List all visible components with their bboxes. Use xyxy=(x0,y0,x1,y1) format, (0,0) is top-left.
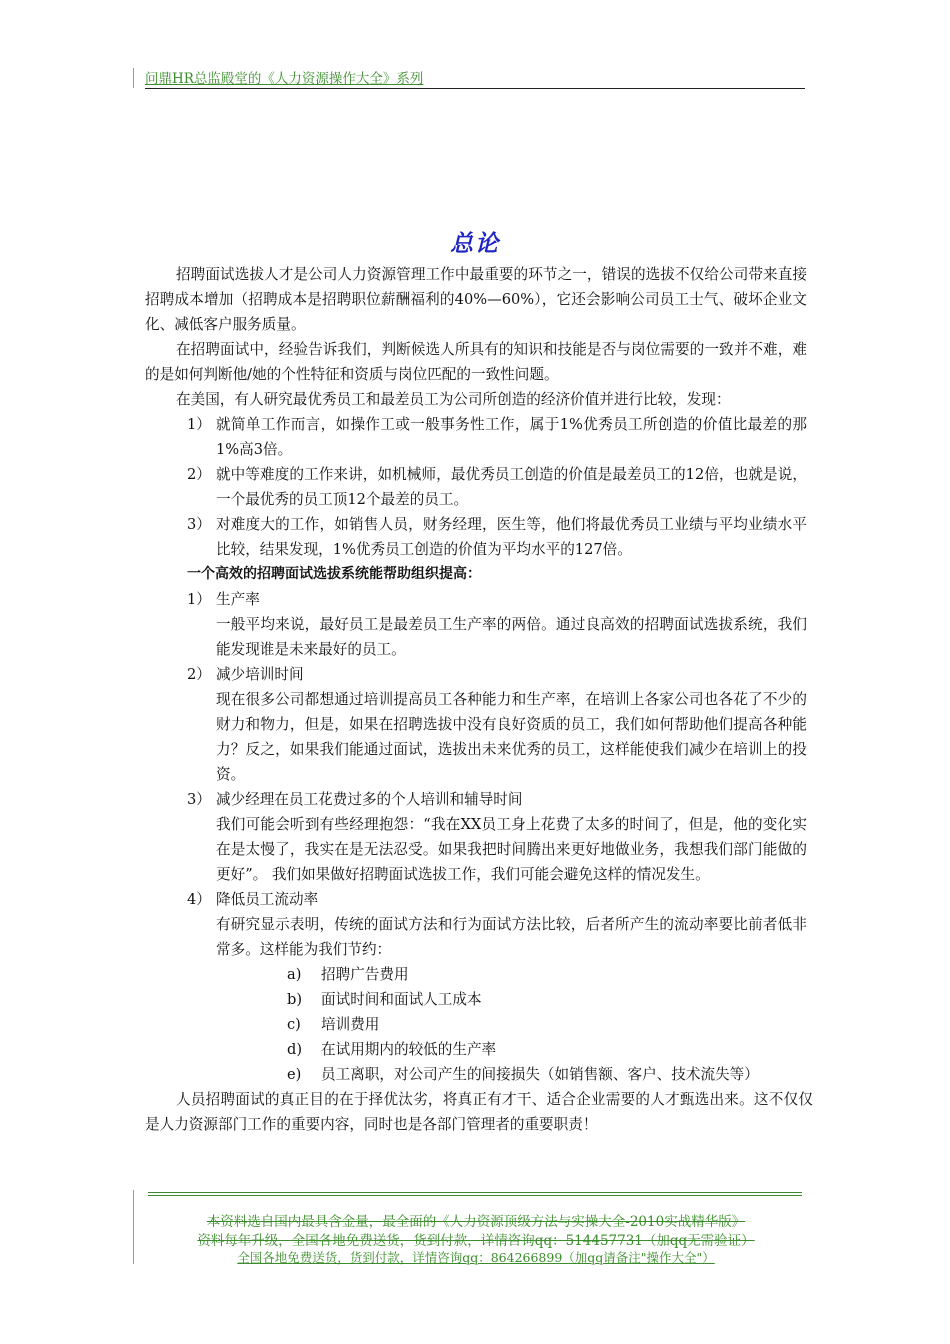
savings-item xyxy=(145,1062,807,1087)
benefit-title xyxy=(145,887,807,912)
finding-number: 1） xyxy=(187,416,211,433)
savings-text: 培训费用 xyxy=(321,1016,380,1033)
footer-line-3: 全国各地免费送货，货到付款，详情咨询qq：864266899（加qq请备注"操作大全"） xyxy=(237,1250,715,1265)
benefit-number: 1） xyxy=(187,591,211,608)
savings-item xyxy=(145,1012,807,1037)
savings-text: 招聘广告费用 xyxy=(321,966,409,983)
finding-item xyxy=(145,512,807,562)
benefit-number: 3） xyxy=(187,791,211,808)
benefit-body: 现在很多公司都想通过培训提高员工各种能力和生产率，在培训上各家公司也各花了不少的财力和物力，但是，如果在招聘选拔中没有良好资质的员工，我们如何帮助他们提高各种能力？反之，如果我们能通过面试，选拔出未来优秀的员工，这样能使我们减少在培训上的投资。 xyxy=(216,691,807,783)
footer-double-rule xyxy=(148,1192,802,1196)
benefit-title xyxy=(145,662,807,687)
page-title: 总论 xyxy=(450,230,500,257)
savings-text: 面试时间和面试人工成本 xyxy=(321,991,482,1008)
benefit-number: 2） xyxy=(187,666,211,683)
research-paragraph: 在美国，有人研究最优秀员工和最差员工为公司所创造的经济价值并进行比较，发现： xyxy=(176,391,731,408)
benefit-title xyxy=(145,787,807,812)
finding-number: 2） xyxy=(187,466,211,483)
footer-margin-bar xyxy=(133,1190,134,1264)
header-rule xyxy=(145,88,805,89)
benefit-title-text: 减少经理在员工花费过多的个人培训和辅导时间 xyxy=(216,791,523,808)
finding-text: 就中等难度的工作来讲，如机械师，最优秀员工创造的价值是最差员工的12倍，也就是说，一个最优秀的员工顶12个最差的员工。 xyxy=(216,466,807,508)
savings-letter: c) xyxy=(287,1016,301,1033)
benefit-title xyxy=(145,587,807,612)
benefit-title-text: 生产率 xyxy=(216,591,260,608)
savings-letter: d) xyxy=(287,1041,303,1058)
header-margin-bar xyxy=(133,68,134,88)
savings-text: 在试用期内的较低的生产率 xyxy=(321,1041,497,1058)
footer-line-2: 资料每年升级，全国各地免费送货，货到付款，详情咨询qq：514457731（加qq无需验证） xyxy=(197,1233,755,1249)
finding-number: 3） xyxy=(187,516,211,533)
benefit-title-text: 降低员工流动率 xyxy=(216,891,319,908)
savings-letter: e) xyxy=(287,1066,302,1083)
finding-text: 就简单工作而言，如操作工或一般事务性工作，属于1%优秀员工所创造的价值比最差的那1%高3倍。 xyxy=(216,416,807,458)
finding-item xyxy=(145,462,807,512)
benefit-body: 一般平均来说，最好员工是最差员工生产率的两倍。通过良高效的招聘面试选拔系统，我们能发现谁是未来最好的员工。 xyxy=(216,616,807,658)
savings-item xyxy=(145,1037,807,1062)
benefit-body: 我们可能会听到有些经理抱怨：“我在XX员工身上花费了太多的时间了，但是，他的变化实在是太慢了，我实在是无法忍受。如果我把时间腾出来更好地做业务，我想我们部门能做的更好”。 我们如果做好招聘面试选拔工作，我们可能会避免这样的情况发生。 xyxy=(216,816,807,883)
closing-paragraph: 人员招聘面试的真正目的在于择优汰劣，将真正有才干、适合企业需要的人才甄选出来。这不仅仅是人力资源部门工作的重要内容，同时也是各部门管理者的重要职责！ xyxy=(145,1091,813,1133)
savings-text: 员工离职，对公司产生的间接损失（如销售额、客户、技术流失等） xyxy=(321,1066,759,1083)
judgement-paragraph: 在招聘面试中，经验告诉我们，判断候选人所具有的知识和技能是否与岗位需要的一致并不难，难的是如何判断他/她的个性特征和资质与岗位匹配的一致性问题。 xyxy=(145,341,807,383)
document-body xyxy=(145,262,813,1137)
footer-line-1: 本资料选自国内最具含金量，最全面的《人力资源顶级方法与实操大全-2010实战精华版》 xyxy=(206,1214,746,1230)
savings-letter: b) xyxy=(287,991,303,1008)
system-heading: 一个高效的招聘面试选拔系统能帮助组织提高： xyxy=(187,566,481,582)
finding-item xyxy=(145,412,807,462)
benefit-number: 4） xyxy=(187,891,211,908)
intro-paragraph: 招聘面试选拔人才是公司人力资源管理工作中最重要的环节之一，错误的选拔不仅给公司带来直接招聘成本增加（招聘成本是招聘职位薪酬福利的40%—60%），它还会影响公司员工士气、破坏企业文化、减低客户服务质量。 xyxy=(145,266,807,333)
header-series-text: 问鼎HR总监殿堂的《人力资源操作大全》系列 xyxy=(145,71,424,87)
finding-text: 对难度大的工作，如销售人员，财务经理，医生等，他们将最优秀员工业绩与平均业绩水平比较，结果发现，1%优秀员工创造的价值为平均水平的127倍。 xyxy=(216,516,807,558)
savings-item xyxy=(145,962,807,987)
savings-item xyxy=(145,987,807,1012)
savings-letter: a) xyxy=(287,966,302,983)
benefit-body: 有研究显示表明，传统的面试方法和行为面试方法比较，后者所产生的流动率要比前者低非常多。这样能为我们节约： xyxy=(216,916,807,958)
benefit-title-text: 减少培训时间 xyxy=(216,666,304,683)
